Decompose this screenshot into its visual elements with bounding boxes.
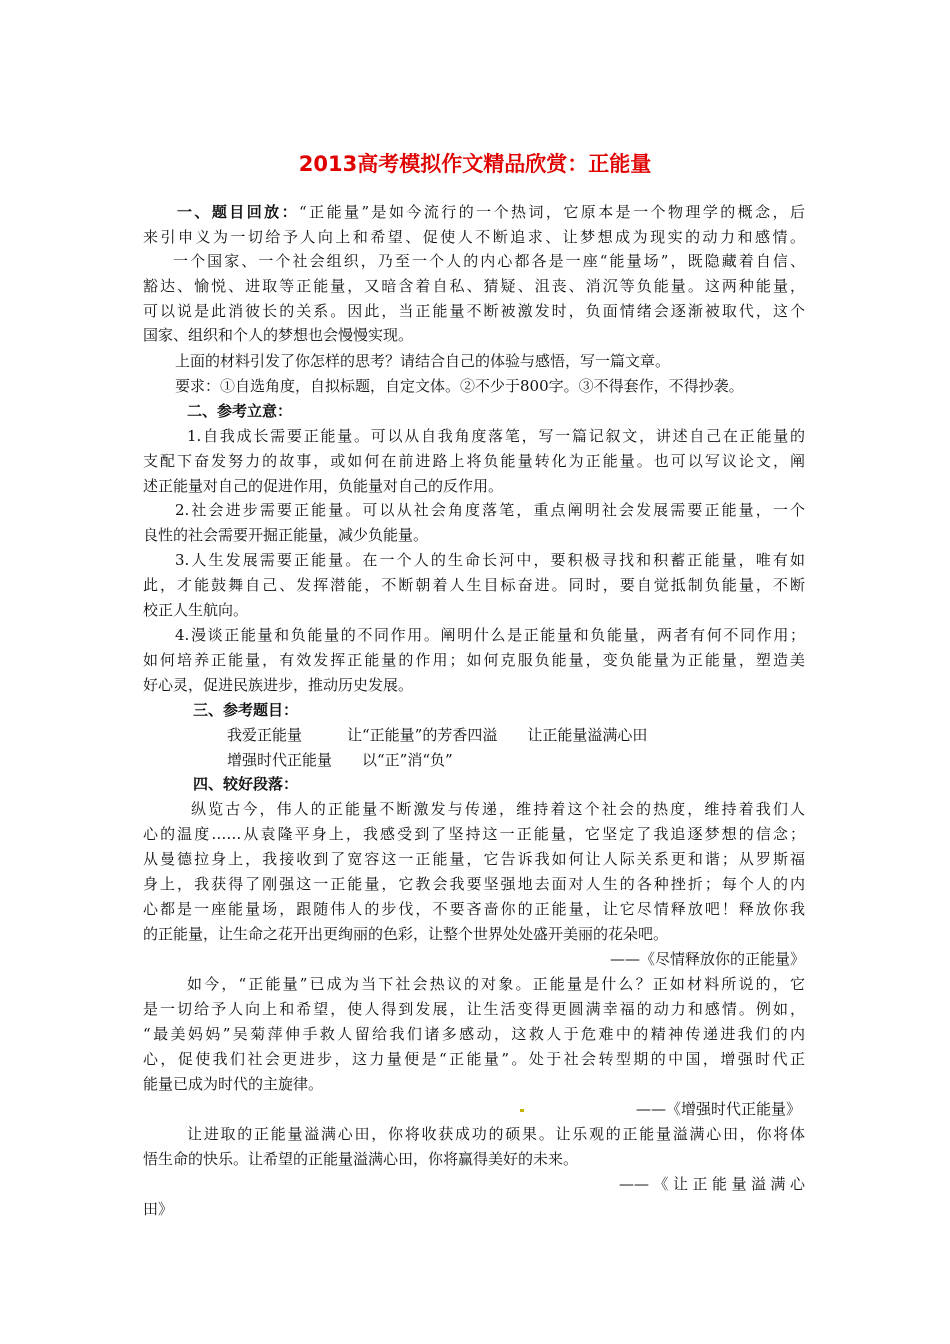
- text-line: 上面的材料引发了你怎样的思考？请结合自己的体验与感悟，写一篇文章。: [175, 352, 671, 370]
- section-heading-4: 四、较好段落：: [193, 775, 299, 793]
- text-line: 此，才能鼓舞自己、发挥潜能，不断朝着人生目标奋进。同时，要自觉抵制负能量，不断: [143, 576, 805, 594]
- section-heading-3: 三、参考题目：: [193, 701, 299, 719]
- text-line: 校正人生航向。: [143, 601, 249, 619]
- text-line: 一个国家、一个社会组织，乃至一个人的内心都各是一座“能量场”，既隐藏着自信、: [173, 252, 805, 270]
- text-line: 心的温度……从袁隆平身上，我感受到了坚持这一正能量，它坚定了我追逐梦想的信念；: [143, 825, 805, 843]
- paragraph-text: “正能量”是如今流行的一个热词，它原本是一个物理学的概念，后: [299, 203, 805, 221]
- text-line: 1.自我成长需要正能量。可以从自我角度落笔，写一篇记叙文，讲述自己在正能量的: [187, 427, 805, 445]
- text-line: 心都是一座能量场，跟随伟人的步伐，不要吝啬你的正能量，让它尽情释放吧！释放你我: [143, 900, 805, 918]
- text-line: 如何培养正能量，有效发挥正能量的作用；如何克服负能量，变负能量为正能量，塑造美: [143, 651, 805, 669]
- text-line: 2.社会进步需要正能量。可以从社会角度落笔，重点阐明社会发展需要正能量，一个: [175, 501, 805, 519]
- text-line: 的正能量，让生命之花开出更绚丽的色彩，让整个世界处处盛开美丽的花朵吧。: [143, 925, 669, 943]
- text-line: 4.漫谈正能量和负能量的不同作用。阐明什么是正能量和负能量，两者有何不同作用；: [175, 626, 805, 644]
- excerpt-source: ——《增强时代正能量》: [635, 1100, 801, 1118]
- text-line: 支配下奋发努力的故事，或如何在前进路上将负能量转化为正能量。也可以写议论文，阐: [143, 452, 805, 470]
- text-line: 如今，“正能量”已成为当下社会热议的对象。正能量是什么？正如材料所说的，它: [187, 975, 805, 993]
- section-one-first-line: [143, 202, 805, 222]
- text-line: “最美妈妈”吴菊萍伸手救人留给我们诸多感动，这救人于危难中的精神传递进我们的内: [143, 1025, 805, 1043]
- text-line: 心，促使我们社会更进步，这力量便是“正能量”。处于社会转型期的中国，增强时代正: [143, 1050, 805, 1068]
- text-line: 悟生命的快乐。让希望的正能量溢满心田，你将赢得美好的未来。: [143, 1150, 579, 1168]
- text-line: 身上，我获得了刚强这一正能量，它教会我要坚强地去面对人生的各种挫折；每个人的内: [143, 875, 805, 893]
- document-title: 2013高考模拟作文精品欣赏：正能量: [298, 152, 652, 176]
- excerpt-source: ——《尽情释放你的正能量》: [609, 950, 805, 968]
- section-heading-1: 一、题目回放：: [177, 203, 300, 221]
- text-line: 豁达、愉悦、进取等正能量，又暗含着自私、猜疑、沮丧、消沉等负能量。这两种能量，: [143, 277, 805, 295]
- text-line: 好心灵，促进民族进步，推动历史发展。: [143, 676, 414, 694]
- reference-titles-row-2: 增强时代正能量 以“正”消“负”: [227, 751, 453, 769]
- text-line: 来引申义为一切给予人向上和希望、促使人不断追求、让梦想成为现实的动力和感情。: [143, 228, 805, 246]
- text-line: 纵览古今，伟人的正能量不断激发与传递，维持着这个社会的热度，维持着我们人: [191, 800, 805, 818]
- text-line: 要求：①自选角度，自拟标题，自定文体。②不少于800字。③不得套作，不得抄袭。: [175, 377, 744, 395]
- text-line: 是一切给予人向上和希望，使人得到发展，让生活变得更圆满幸福的动力和感情。例如，: [143, 1000, 805, 1018]
- section-heading-2: 二、参考立意：: [187, 402, 293, 420]
- text-line: 可以说是此消彼长的关系。因此，当正能量不断被激发时，负面情绪会逐渐被取代，这个: [143, 302, 805, 320]
- text-line: 国家、组织和个人的梦想也会慢慢实现。: [143, 326, 414, 344]
- reference-titles-row-1: 我爱正能量 让“正能量”的芳香四溢 让正能量溢满心田: [227, 726, 648, 744]
- text-line: 能量已成为时代的主旋律。: [143, 1075, 324, 1093]
- text-line: 从曼德拉身上，我接收到了宽容这一正能量，它告诉我如何让人际关系更和谐；从罗斯福: [143, 850, 805, 868]
- excerpt-source: ——《让正能量溢满心: [619, 1175, 805, 1193]
- text-line: 3.人生发展需要正能量。在一个人的生命长河中，要积极寻找和积蓄正能量，唯有如: [175, 551, 805, 569]
- text-line: 让进取的正能量溢满心田，你将收获成功的硕果。让乐观的正能量溢满心田，你将体: [187, 1125, 805, 1143]
- text-line: 良性的社会需要开掘正能量，减少负能量。: [143, 526, 429, 544]
- text-line: 述正能量对自己的促进作用，负能量对自己的反作用。: [143, 477, 504, 495]
- excerpt-source-continued: 田》: [143, 1200, 174, 1218]
